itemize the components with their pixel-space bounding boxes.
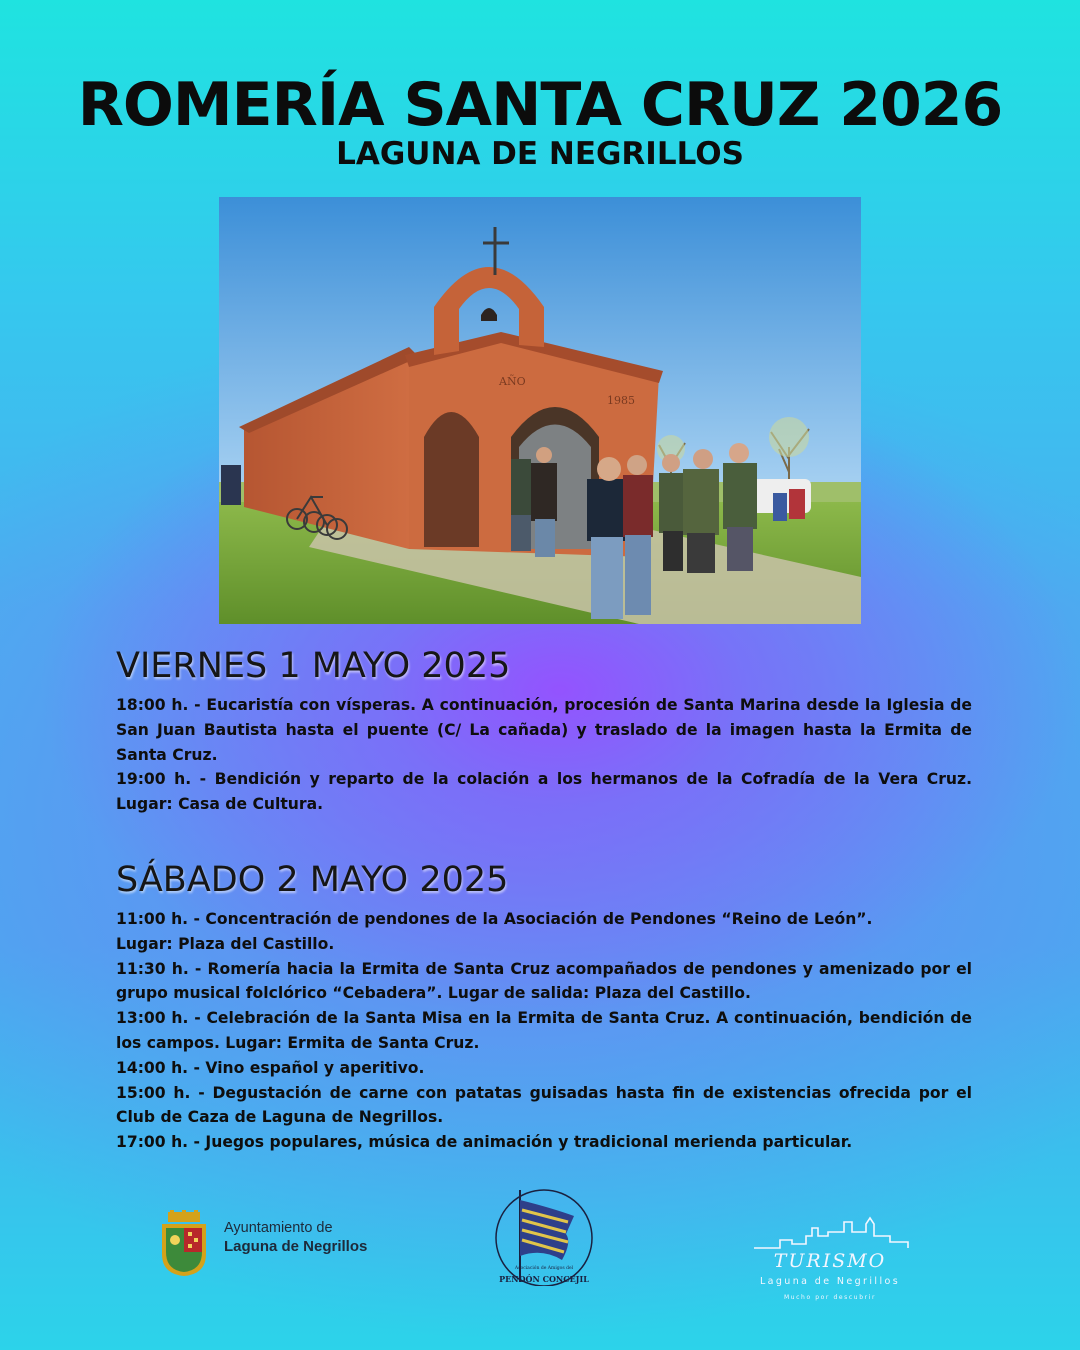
plaque-left: AÑO (499, 375, 526, 388)
chapel-arch-left (424, 412, 479, 547)
plaque-right: 1985 (607, 394, 635, 407)
day-heading-friday: VIERNES 1 MAYO 2025 (116, 646, 511, 686)
banner-flag-icon (492, 1186, 596, 1286)
pendon-name: PENDÓN CONCEJIL (499, 1274, 589, 1284)
schedule-item: 18:00 h. - Eucaristía con vísperas. A continuación, procesión de Santa Marina desde la Iglesia de San Juan Bautista hasta el puente (C/ La cañada) y traslado de la imagen hasta la Ermita de Santa Cruz. (116, 696, 972, 764)
turismo-title: TURISMO (773, 1250, 887, 1272)
friday-schedule (116, 693, 972, 817)
schedule-item: 17:00 h. - Juegos populares, música de animación y tradicional merienda particular. (116, 1133, 853, 1152)
turismo-logo (740, 1210, 920, 1306)
pendon-caption: Asociación de Amigos del (514, 1266, 574, 1271)
schedule-item: 13:00 h. - Celebración de la Santa Misa en la Ermita de Santa Cruz. A continuación, bendición de los campos. Lugar: Ermita de Santa Cruz. (116, 1009, 972, 1052)
schedule-item: 14:00 h. - Vino español y aperitivo. (116, 1058, 425, 1077)
footer-logos (0, 1180, 1080, 1310)
poster-subtitle: LAGUNA DE NEGRILLOS (336, 136, 744, 172)
skyline-icon (740, 1214, 920, 1254)
saturday-schedule (116, 907, 972, 1155)
coat-of-arms-icon (158, 1210, 210, 1278)
schedule-item: 15:00 h. - Degustación de carne con patatas guisadas hasta fin de existencias ofrecida por el Club de Caza de Laguna de Negrillos. (116, 1083, 972, 1127)
day-heading-saturday: SÁBADO 2 MAYO 2025 (116, 860, 509, 900)
schedule-item: 11:30 h. - Romería hacia la Ermita de Santa Cruz acompañados de pendones y amenizado por el grupo musical folclórico “Cebadera”. Lugar de salida: Plaza del Castillo. (116, 959, 972, 1003)
chapel-photo (219, 197, 861, 624)
schedule-item: 11:00 h. - Concentración de pendones de la Asociación de Pendones “Reino de León”. (116, 910, 873, 928)
schedule-item: Lugar: Plaza del Castillo. (116, 934, 335, 953)
schedule-item: 19:00 h. - Bendición y reparto de la colación a los hermanos de la Cofradía de la Vera Cruz. Lugar: Casa de Cultura. (116, 770, 972, 814)
ayuntamiento-line2: Laguna de Negrillos (224, 1238, 368, 1255)
poster-title: ROMERÍA SANTA CRUZ 2026 (77, 70, 1003, 140)
turismo-subtitle: Laguna de Negrillos (759, 1276, 901, 1287)
pendon-concejil-logo (492, 1186, 596, 1302)
ayuntamiento-line1: Ayuntamiento de (224, 1220, 333, 1236)
turismo-tagline: Mucho por descubrir (783, 1294, 877, 1301)
ayuntamiento-logo (158, 1208, 398, 1282)
